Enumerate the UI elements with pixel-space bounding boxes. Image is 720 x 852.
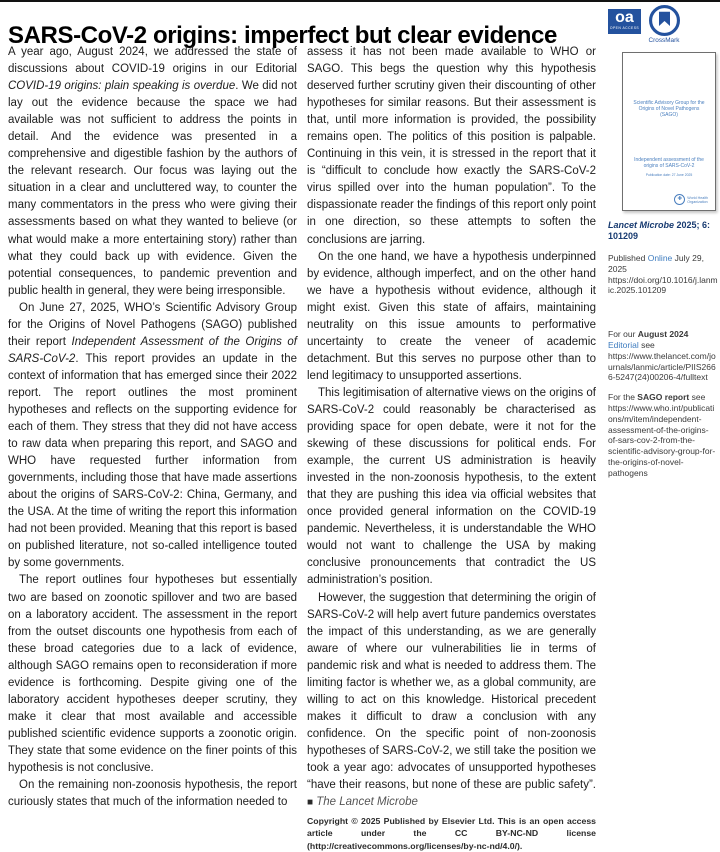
text-segment: On the one hand, we have a hypothesis underpinned by evidence, although imperfect, and on the other hand we have a hypothesis without evidence, although it might exist. Given this state of affairs, maintaining neutrality on this issue amounts to performative uncertainty to create the veneer of academic detachment. But this serves no purpose other than to lend legitimacy to unsupported assertions. <box>307 250 596 382</box>
text-segment: ■ <box>307 797 314 809</box>
text-segment: On the remaining non-zoonosis hypothesis, the report curiously states that much of the information needed to <box>8 779 297 809</box>
text-segment: However, the suggestion that determining the origin of SARS-CoV-2 will help avert future pandemics overstates the impact of this understanding, as we are generally aware of where our vulnerabilities lie in terms of pandemic risk and what is needed to address them. The limiting factor is whether we, as a global community, are willing to act on this knowledge. Historical precedent makes it difficult to draw a conclusion with any confidence. On the specific point of non-zoonosis hypotheses of SARS-CoV-2, we still take the position we took a year ago: advocates of unsupported hypotheses “have their reasons, but none of these are public safety”. <box>307 591 596 792</box>
text-segment: 2025; 6: 101209 <box>608 220 711 241</box>
text-segment: . This report provides an update in the context of information that has emerged since their 2022 report. The report outlines the most prominent hypotheses and reflects on the supporting evidence for each of them. They stress that they did not have access to raw data when preparing this report, and SAGO and WHO have requested further information from governments, including those that have made assertions about the origins of SARS-CoV-2: China, Germany, and the USA. At the time of writing the report this information had not been provided. Meaning that this report is based on published literature, not so-called intelligence touted by some governments. <box>8 352 297 570</box>
who-logo-text-line1: World Health <box>687 195 708 200</box>
text-segment: see https://www.who.int/publications/m/item/independent-assessment-of-the-origins-of-sars-cov-2-from-the-scientific-advisory-group-for-the-origins-of-novel-pathogens <box>608 392 716 478</box>
copyright-notice: Copyright © 2025 Published by Elsevier Ltd. This is an open access article under the CC BY-NC-ND license (http://creativecommons.org/licenses/by-nc-nd/4.0/). <box>307 816 596 851</box>
cover-date-line: Publication date: 27 June 2025 <box>645 173 693 178</box>
who-emblem-icon: ✚ <box>674 194 685 205</box>
open-access-badge <box>608 9 641 34</box>
who-logo-text-line2: Organization <box>687 199 708 204</box>
cover-subtitle-line: Independent assessment of the origins of SARS-CoV-2 <box>634 156 704 169</box>
paragraph <box>8 44 297 300</box>
paragraph <box>307 44 596 249</box>
text-segment: The Lancet Microbe <box>316 796 418 809</box>
page-top-rule <box>0 0 720 2</box>
open-access-icon: oa <box>615 9 634 26</box>
paragraph <box>8 572 297 777</box>
journal-citation <box>608 220 718 242</box>
editorial-reference-note <box>608 329 718 383</box>
page-title: SARS-CoV-2 origins: imperfect but clear evidence <box>8 22 557 50</box>
paragraph <box>307 249 596 385</box>
text-segment: For the <box>608 392 638 403</box>
sago-report-reference-note <box>608 392 718 478</box>
paragraph <box>8 300 297 573</box>
link[interactable]: Editorial <box>608 339 639 350</box>
text-segment: On June 27, 2025, WHO’s Scientific Advisory Group for the Origins of Novel Pathogens (SAGO) published their report <box>8 301 297 348</box>
paragraph <box>8 777 297 811</box>
text-segment: Published <box>608 253 648 263</box>
cover-title-line: Scientific Advisory Group for the Origins of Novel Pathogens (SAGO) <box>633 100 705 119</box>
text-segment: . We did not lay out the evidence because the space we had available was not sufficient to address the points in detail. And the evidence was presented in a comprehensive and digestible fashion by the authors of the relevant research. Our focus was laying out the situation in a clear and uncluttered way, to counter the many commentators in the press who were giving their assessments based on what they wanted to believe (or what would make a more entertaining story) rather than what they could back up with evidence. Given the potential consequences, to pandemic prevention and public health in general, they were being irresponsible. <box>8 80 297 297</box>
text-segment: Independent Assessment of the Origins of SARS-CoV-2 <box>8 335 297 365</box>
doi-link[interactable]: https://doi.org/10.1016/j.lanmic.2025.101209 <box>608 274 718 296</box>
article-column-right <box>307 44 596 851</box>
text-segment: A year ago, August 2024, we addressed the state of discussions about COVID-19 origins in our Editorial <box>8 46 297 76</box>
paragraph <box>307 385 596 590</box>
text-segment: COVID-19 origins: plain speaking is overdue <box>8 80 236 93</box>
crossmark-icon <box>646 4 682 37</box>
link[interactable]: Online <box>647 253 673 263</box>
text-segment: August 2024 <box>637 329 689 340</box>
published-online-block <box>608 253 718 296</box>
who-logo <box>623 194 715 205</box>
article-column-left <box>8 44 297 807</box>
text-segment: SAGO report <box>637 392 690 403</box>
crossmark-badge[interactable] <box>646 4 682 44</box>
crossmark-label: CrossMark <box>648 37 680 44</box>
text-segment: For our <box>608 329 638 340</box>
sago-report-cover-thumbnail[interactable] <box>622 52 716 211</box>
sidebar <box>608 52 718 479</box>
paragraph <box>307 590 596 812</box>
open-access-sub-label: OPEN ACCESS <box>609 26 640 30</box>
text-segment: July 29, 2025 <box>608 253 704 274</box>
text-segment: This legitimisation of alternative views on the origins of SARS-CoV-2 could reasonably be characterised as providing space for open debate, were it not for the skewing of these discussions for political ends. For example, the current US administration is heavily invested in the non-zoonosis hypothesis, to the extent that they are pushing this idea via official websites that once provided general information on the COVID-19 pandemic. Nevertheless, it is understandable the WHO would not want to challenge the USA by making conclusive pronouncements that contradict the US administration’s position. <box>307 386 596 587</box>
text-segment: Lancet Microbe <box>608 220 677 230</box>
published-online-line <box>608 253 718 275</box>
text-segment: assess it has not been made available to WHO or SAGO. This begs the question why this hypothesis deserved further scrutiny given their discounting of other hypotheses for similar reasons. But their assessment is that, until more information is provided, the possibility remains open. The politics of this position is palpable. Continuing in this vein, it is stressed in the report that it is “difficult to conclude how exactly the SARS-CoV-2 virus spilled over into the human population”. To the dispassionate reader the findings of this report only point in one direction, so these attempts to soften the conclusions are jarring. <box>307 46 596 246</box>
article-column-right-text <box>307 44 596 811</box>
text-segment: see https://www.thelancet.com/journals/lanmic/article/PIIS2666-5247(24)00206-4/fulltext <box>608 339 716 383</box>
who-logo-text <box>687 196 708 204</box>
text-segment: The report outlines four hypotheses but essentially two are based on zoonotic spillover and two are based on a laboratory accident. The assessment in the report from the outset discounts one hypothesis from each of these broad categories due to a lack of evidence, although SAGO remains open to reconsideration if more evidence is forthcoming. Despite giving one of the laboratory accident hypotheses deeper scrutiny, they make it clear that most available and accessible published scientific evidence supports a zoonotic origin. They state that some evidence on the finer points of this hypothesis is not conclusive. <box>8 574 297 774</box>
